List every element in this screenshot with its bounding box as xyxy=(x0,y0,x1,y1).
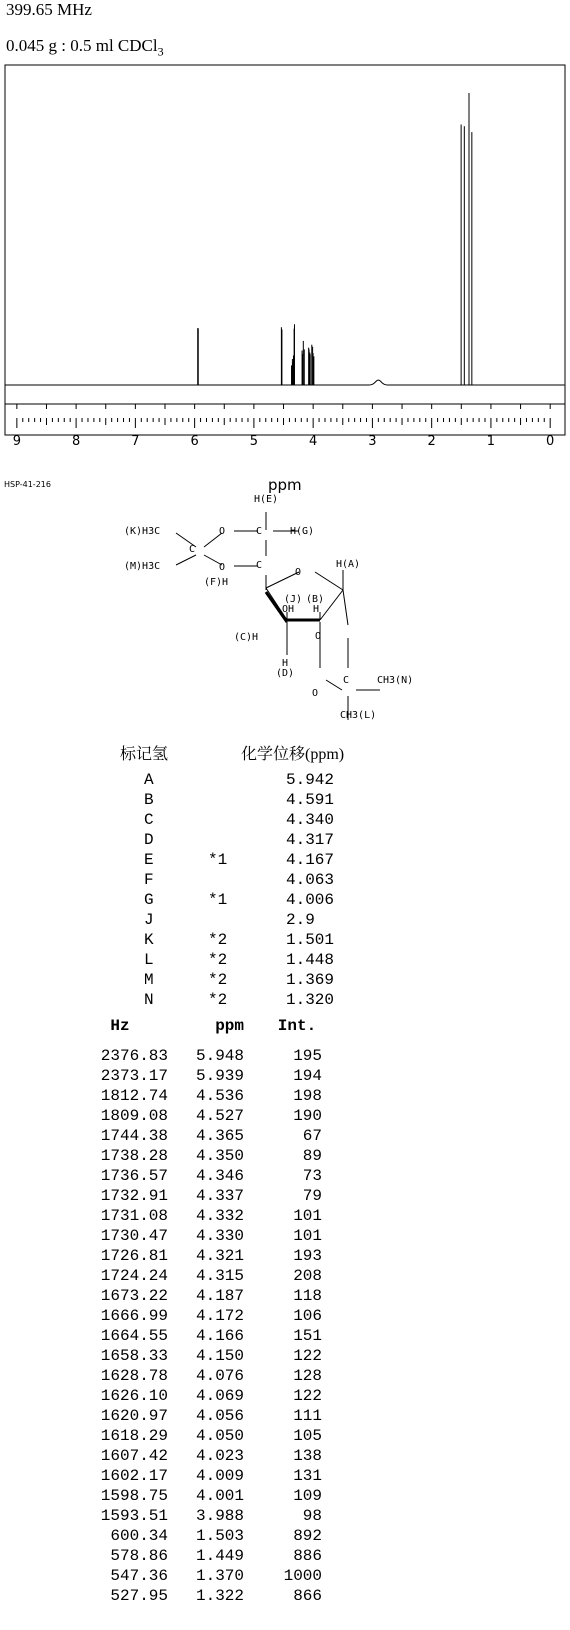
peak-row xyxy=(72,1546,344,1566)
sample-subscript: 3 xyxy=(157,44,164,59)
chemical-shift: 5.942 xyxy=(286,771,335,789)
assignment-note: *1 xyxy=(208,891,228,909)
peak-ppm: 1.370 xyxy=(195,1567,244,1585)
peak-hz: 1666.99 xyxy=(100,1307,168,1325)
peak-hz: 1736.57 xyxy=(100,1167,168,1185)
chemical-shift: 4.340 xyxy=(286,811,335,829)
peak-row xyxy=(72,1186,344,1206)
structure-bonds xyxy=(176,512,380,720)
col-ppm: ppm xyxy=(215,1017,244,1035)
structure-label: CH3(L) xyxy=(340,710,377,721)
x-tick-label: 4 xyxy=(309,434,318,449)
peak-row xyxy=(72,1486,344,1506)
peak-intensity: 886 xyxy=(293,1547,322,1565)
header-label: 标记氢 xyxy=(120,746,169,763)
peak-intensity: 101 xyxy=(293,1207,322,1225)
peak-hz: 2373.17 xyxy=(100,1067,168,1085)
peak-hz: 600.34 xyxy=(110,1527,168,1545)
peak-row xyxy=(72,1506,344,1526)
assignment-row xyxy=(130,950,366,970)
peak-ppm: 4.187 xyxy=(195,1287,244,1305)
peak-hz: 1626.10 xyxy=(100,1387,168,1405)
peak-row xyxy=(72,1246,344,1266)
peak-row xyxy=(72,1346,344,1366)
peak-intensity: 198 xyxy=(293,1087,322,1105)
structure-label: C xyxy=(189,544,196,555)
peak-ppm: 4.346 xyxy=(195,1167,244,1185)
assignment-row xyxy=(130,830,366,850)
chemical-shift: 4.006 xyxy=(286,891,335,909)
peak-ppm: 4.332 xyxy=(195,1207,244,1225)
peak-row xyxy=(72,1566,344,1586)
chemical-shift: 4.063 xyxy=(286,871,335,889)
proton-label: E xyxy=(144,851,154,869)
assignment-table xyxy=(130,770,366,1010)
peak-intensity: 892 xyxy=(293,1527,322,1545)
peak-row xyxy=(72,1446,344,1466)
peak-hz: 1730.47 xyxy=(100,1227,168,1245)
proton-label: C xyxy=(144,811,154,829)
x-tick-label: 9 xyxy=(12,434,21,449)
peak-hz: 1602.17 xyxy=(100,1467,168,1485)
peak-ppm: 4.321 xyxy=(195,1247,244,1265)
structure-label: O xyxy=(312,688,319,699)
structure-label: O xyxy=(295,567,302,578)
peak-ppm: 4.001 xyxy=(195,1487,244,1505)
x-tick-label: 1 xyxy=(486,434,496,449)
assignment-row xyxy=(130,970,366,990)
molecular-structure xyxy=(0,0,570,760)
structure-label: CH3(N) xyxy=(377,675,414,686)
peak-row xyxy=(72,1466,344,1486)
proton-label: A xyxy=(144,771,154,789)
peak-intensity: 109 xyxy=(293,1487,322,1505)
proton-label: M xyxy=(144,971,154,989)
proton-label: J xyxy=(144,911,154,929)
structure-label: (C)H xyxy=(234,632,259,643)
peak-row xyxy=(72,1146,344,1166)
peak-row xyxy=(72,1326,344,1346)
peak-ppm: 1.449 xyxy=(195,1547,244,1565)
proton-label: K xyxy=(144,931,154,949)
chemical-shift: 1.320 xyxy=(286,991,335,1009)
peak-ppm: 5.939 xyxy=(195,1067,244,1085)
peak-row xyxy=(72,1066,344,1086)
assignment-row xyxy=(130,850,366,870)
peak-intensity: 193 xyxy=(293,1247,322,1265)
peak-row xyxy=(72,1126,344,1146)
proton-label: B xyxy=(144,791,154,809)
structure-label: H(E) xyxy=(254,494,279,505)
assignment-row xyxy=(130,790,366,810)
peak-ppm: 1.322 xyxy=(195,1587,244,1605)
chemical-shift: 2.9 xyxy=(286,911,315,929)
peak-hz: 1726.81 xyxy=(100,1247,168,1265)
assignment-row xyxy=(130,770,366,790)
chemical-shift: 4.591 xyxy=(286,791,335,809)
peak-intensity: 89 xyxy=(302,1147,322,1165)
chemical-shift: 1.501 xyxy=(286,931,335,949)
peak-intensity: 138 xyxy=(293,1447,322,1465)
peak-row xyxy=(72,1226,344,1246)
peak-hz: 1809.08 xyxy=(100,1107,168,1125)
peak-list-table xyxy=(72,1014,344,1606)
proton-label: G xyxy=(144,891,154,909)
assignment-note xyxy=(208,830,286,850)
peak-ppm: 4.056 xyxy=(195,1407,244,1425)
assignment-note xyxy=(208,770,286,790)
peak-intensity: 73 xyxy=(302,1167,322,1185)
peak-row xyxy=(72,1526,344,1546)
peak-row xyxy=(72,1586,344,1606)
peak-hz: 1724.24 xyxy=(100,1267,168,1285)
assignment-note: *1 xyxy=(208,851,228,869)
peak-intensity: 79 xyxy=(302,1187,322,1205)
structure-label: C xyxy=(343,675,350,686)
structure-label: (M)H3C xyxy=(124,561,161,572)
structure-label: C xyxy=(256,526,263,537)
peak-intensity: 122 xyxy=(293,1347,322,1365)
structure-label: (D) xyxy=(276,668,295,679)
peak-hz: 1618.29 xyxy=(100,1427,168,1445)
peak-hz: 547.36 xyxy=(110,1567,168,1585)
proton-label: N xyxy=(144,991,154,1009)
assignment-note xyxy=(208,910,286,930)
peak-row xyxy=(72,1266,344,1286)
peak-ppm: 4.050 xyxy=(195,1427,244,1445)
structure-label: O xyxy=(219,526,226,537)
peak-row xyxy=(72,1406,344,1426)
peak-ppm: 4.330 xyxy=(195,1227,244,1245)
peak-ppm: 4.166 xyxy=(195,1327,244,1345)
structure-label: OH xyxy=(282,604,295,615)
peak-row xyxy=(72,1366,344,1386)
peak-hz: 1658.33 xyxy=(100,1347,168,1365)
peak-row xyxy=(72,1086,344,1106)
peak-ppm: 4.076 xyxy=(195,1367,244,1385)
peak-intensity: 195 xyxy=(293,1047,322,1065)
spectrum-code: HSP-41-216 xyxy=(4,480,51,489)
peak-intensity: 208 xyxy=(293,1267,322,1285)
peak-row xyxy=(72,1306,344,1326)
peak-row xyxy=(72,1426,344,1446)
structure-label: (K)H3C xyxy=(124,526,161,537)
x-tick-label: 5 xyxy=(249,434,259,449)
peak-ppm: 4.337 xyxy=(195,1187,244,1205)
chemical-shift: 1.369 xyxy=(286,971,335,989)
assignment-note xyxy=(208,790,286,810)
peak-intensity: 131 xyxy=(293,1467,322,1485)
peak-intensity: 190 xyxy=(293,1107,322,1125)
sample-text: 0.045 g : 0.5 ml CDCl xyxy=(6,36,158,55)
peak-hz: 2376.83 xyxy=(100,1047,168,1065)
proton-label: L xyxy=(144,951,154,969)
assignment-note xyxy=(208,870,286,890)
peak-hz: 527.95 xyxy=(110,1587,168,1605)
chemical-shift: 4.317 xyxy=(286,831,335,849)
peak-hz: 1607.42 xyxy=(100,1447,168,1465)
x-axis-label: ppm xyxy=(268,476,302,494)
x-tick-label: 0 xyxy=(546,434,555,449)
peak-row xyxy=(72,1286,344,1306)
peak-intensity: 98 xyxy=(302,1507,322,1525)
peak-intensity: 128 xyxy=(293,1367,322,1385)
peak-row xyxy=(72,1386,344,1406)
x-tick-label: 6 xyxy=(190,434,199,449)
peak-ppm: 4.172 xyxy=(195,1307,244,1325)
peak-ppm: 3.988 xyxy=(195,1507,244,1525)
peak-hz: 1598.75 xyxy=(100,1487,168,1505)
peak-intensity: 866 xyxy=(293,1587,322,1605)
peak-intensity: 151 xyxy=(293,1327,322,1345)
peak-row xyxy=(72,1166,344,1186)
peak-intensity: 67 xyxy=(302,1127,322,1145)
peak-intensity: 111 xyxy=(293,1407,322,1425)
assignment-note xyxy=(208,810,286,830)
peak-ppm: 4.365 xyxy=(195,1127,244,1145)
peak-hz: 1744.38 xyxy=(100,1127,168,1145)
assignment-row xyxy=(130,890,366,910)
header-shift: 化学位移(ppm) xyxy=(241,746,345,763)
peak-hz: 1628.78 xyxy=(100,1367,168,1385)
structure-label: (B) xyxy=(306,594,325,605)
proton-label: F xyxy=(144,871,154,889)
peak-intensity: 1000 xyxy=(283,1567,322,1585)
peak-hz: 1738.28 xyxy=(100,1147,168,1165)
peak-table-header xyxy=(72,1014,344,1038)
peak-ppm: 4.150 xyxy=(195,1347,244,1365)
x-tick-label: 2 xyxy=(427,434,436,449)
chemical-shift: 1.448 xyxy=(286,951,335,969)
col-int: Int. xyxy=(277,1017,317,1035)
peak-intensity: 105 xyxy=(293,1427,322,1445)
peak-ppm: 4.315 xyxy=(195,1267,244,1285)
assignment-note: *2 xyxy=(208,931,228,949)
proton-label: D xyxy=(144,831,154,849)
structure-label: O xyxy=(315,631,322,642)
assignment-row xyxy=(130,870,366,890)
peak-hz: 1673.22 xyxy=(100,1287,168,1305)
assignment-note: *2 xyxy=(208,991,228,1009)
peak-ppm: 4.023 xyxy=(195,1447,244,1465)
structure-label: H xyxy=(282,658,289,669)
peak-intensity: 101 xyxy=(293,1227,322,1245)
peak-hz: 1593.51 xyxy=(100,1507,168,1525)
peak-ppm: 4.009 xyxy=(195,1467,244,1485)
peak-row xyxy=(72,1106,344,1126)
peak-hz: 1732.91 xyxy=(100,1187,168,1205)
assignment-row xyxy=(130,910,366,930)
peak-ppm: 4.536 xyxy=(195,1087,244,1105)
peak-row xyxy=(72,1206,344,1226)
assignment-note: *2 xyxy=(208,951,228,969)
structure-label: C xyxy=(256,560,263,571)
peak-hz: 1664.55 xyxy=(100,1327,168,1345)
x-tick-label: 7 xyxy=(131,434,140,449)
structure-label: H xyxy=(313,604,320,615)
col-hz: Hz xyxy=(110,1017,130,1035)
spectrometer-frequency: 399.65 MHz xyxy=(6,0,92,19)
structure-label: (F)H xyxy=(204,577,229,588)
assignment-row xyxy=(130,810,366,830)
structure-label: (J) xyxy=(284,594,303,605)
x-tick-label: 3 xyxy=(368,434,377,449)
structure-label: O xyxy=(219,562,226,573)
peak-ppm: 5.948 xyxy=(195,1047,244,1065)
peak-hz: 1731.08 xyxy=(100,1207,168,1225)
assignment-row xyxy=(130,930,366,950)
peak-ppm: 1.503 xyxy=(195,1527,244,1545)
peak-ppm: 4.527 xyxy=(195,1107,244,1125)
peak-ppm: 4.069 xyxy=(195,1387,244,1405)
structure-label: H(G) xyxy=(290,526,315,537)
peak-hz: 578.86 xyxy=(110,1547,168,1565)
assignment-header xyxy=(120,741,344,764)
assignment-note: *2 xyxy=(208,971,228,989)
assignment-row xyxy=(130,990,366,1010)
peak-intensity: 106 xyxy=(293,1307,322,1325)
peak-intensity: 122 xyxy=(293,1387,322,1405)
peak-intensity: 118 xyxy=(293,1287,322,1305)
x-tick-label: 8 xyxy=(71,434,81,449)
peak-row xyxy=(72,1046,344,1066)
peak-ppm: 4.350 xyxy=(195,1147,244,1165)
structure-label: H(A) xyxy=(336,559,361,570)
peak-intensity: 194 xyxy=(293,1067,322,1085)
peak-hz: 1620.97 xyxy=(100,1407,168,1425)
chemical-shift: 4.167 xyxy=(286,851,335,869)
peak-hz: 1812.74 xyxy=(100,1087,168,1105)
